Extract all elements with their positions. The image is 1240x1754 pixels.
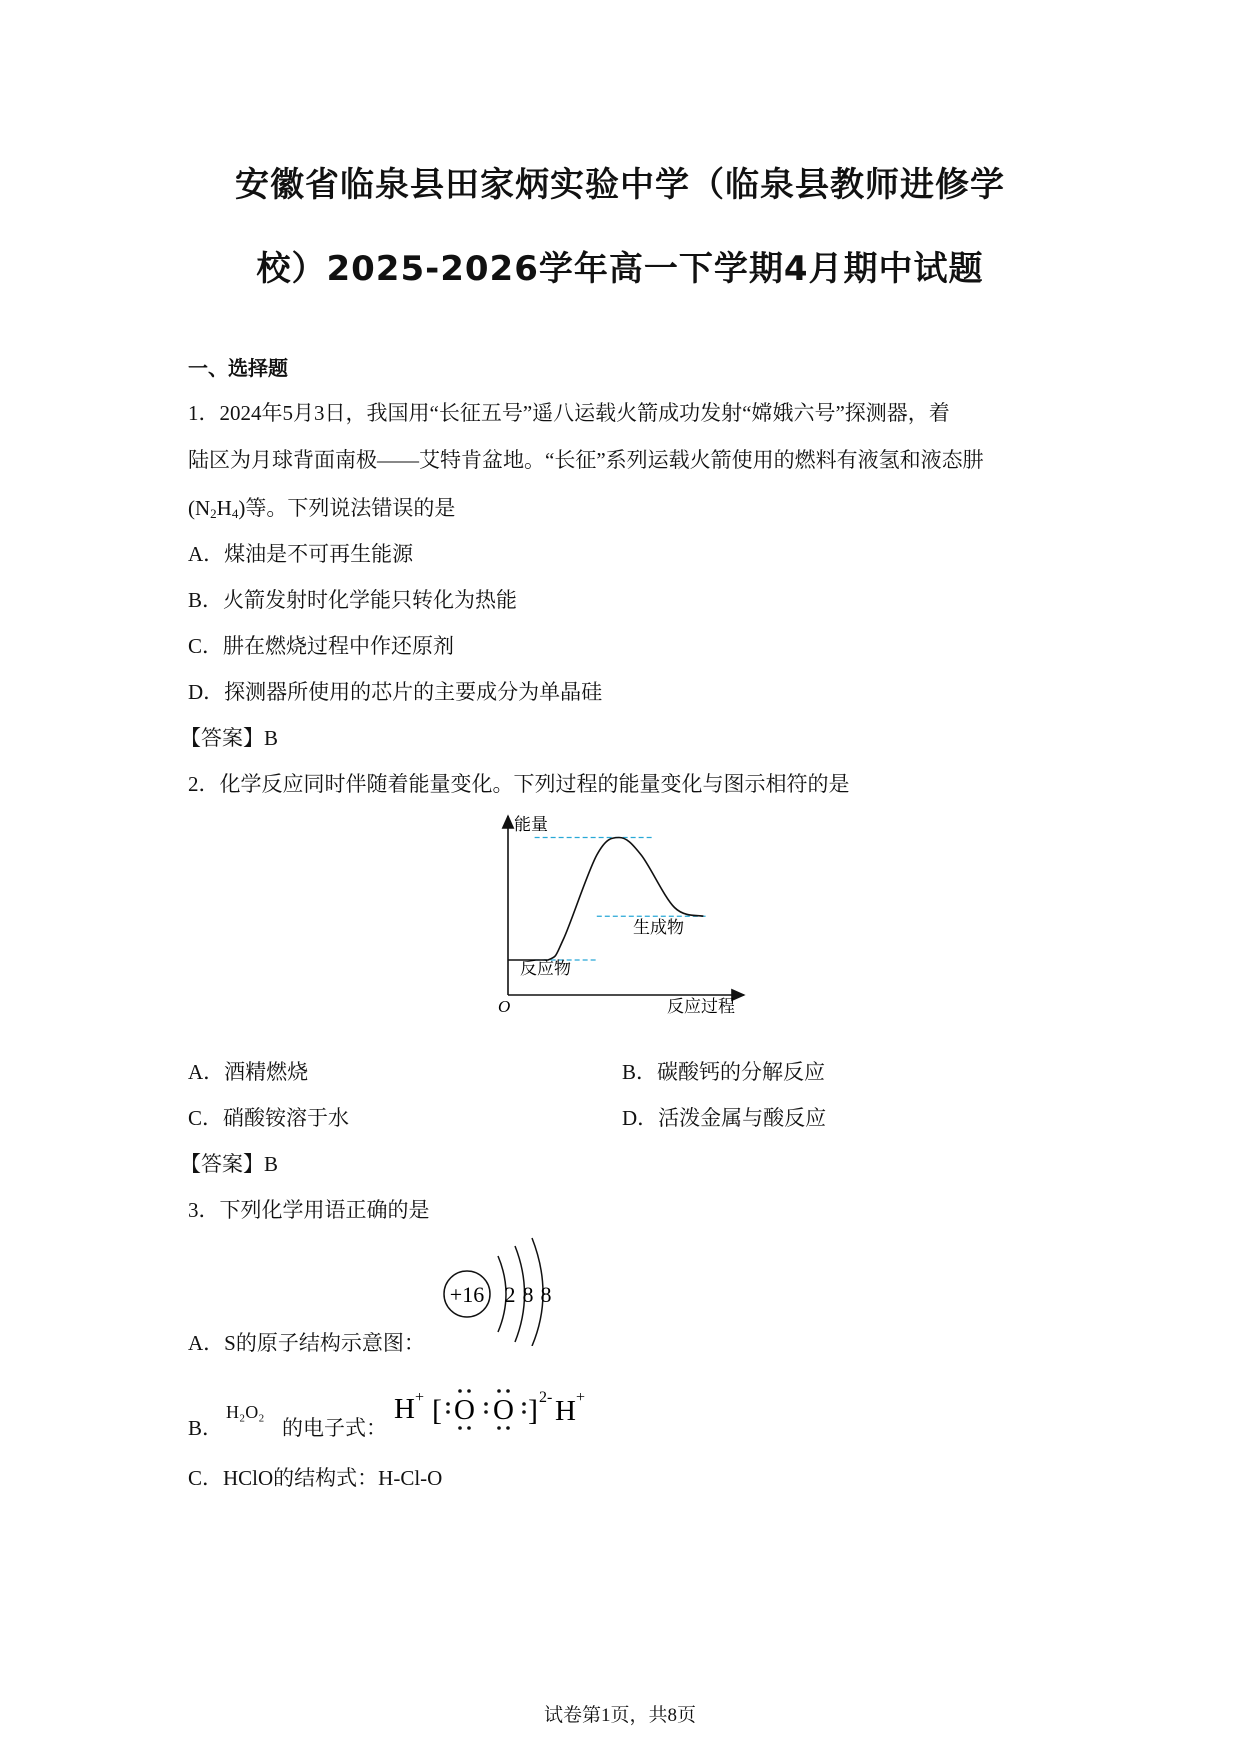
q2-stem: 2．化学反应同时伴随着能量变化。下列过程的能量变化与图示相符的是 (188, 772, 850, 796)
q3-option-c: C．HClO的结构式：H-Cl-O (188, 1466, 443, 1490)
origin-label: O (498, 997, 511, 1016)
hydrogen-ion-1: H (394, 1393, 415, 1425)
shell-2-electrons: 8 (522, 1282, 534, 1307)
lone-pair-dot (522, 1410, 526, 1414)
h2o2-formula: H₂O₂ (226, 1402, 265, 1422)
lone-pair-dot (497, 1426, 501, 1430)
q3-option-a-label: A．S的原子结构示意图： (188, 1331, 425, 1355)
q2-option-d: D．活泼金属与酸反应 (622, 1106, 827, 1130)
lone-pair-dot (467, 1389, 471, 1393)
right-bracket-icon: ] (528, 1394, 538, 1427)
lone-pair-dot (497, 1389, 501, 1393)
page-footer: 试卷第1页，共8页 (543, 1705, 696, 1726)
lone-pair-dot (467, 1426, 471, 1430)
q2-answer: 【答案】B (180, 1152, 279, 1176)
q1-stem-line2: 陆区为月球背面南极——艾特肯盆地。“长征”系列运载火箭使用的燃料有液氢和液态肼 (188, 448, 984, 472)
q1-line3-sub1: 2 (210, 506, 217, 521)
q1-stem-line3 (188, 492, 455, 522)
q1-line3-post: )等。下列说法错误的是 (238, 496, 456, 520)
page-title-line2: 校）2025-2026学年高一下学期4月期中试题 (256, 249, 984, 289)
nucleus-charge: +16 (449, 1282, 485, 1307)
q1-option-a: A．煤油是不可再生能源 (188, 542, 414, 566)
peroxide-charge: 2- (539, 1389, 553, 1406)
oxygen-atom-1: O (454, 1394, 475, 1426)
q1-line3-pre: (N (188, 496, 211, 520)
lone-pair-dot (458, 1389, 462, 1393)
q1-line3-mid: H (216, 496, 232, 520)
left-bracket-icon: [ (432, 1394, 442, 1427)
lone-pair-dot (446, 1402, 450, 1406)
lone-pair-dot (506, 1389, 510, 1393)
q1-stem-line1: 1．2024年5月3日，我国用“长征五号”遥八运载火箭成功发射“嫦娥六号”探测器，着 (188, 401, 950, 425)
shared-pair-dot (484, 1410, 488, 1414)
q1-option-d: D．探测器所使用的芯片的主要成分为单晶硅 (188, 680, 603, 704)
hydrogen-ion-2: H (555, 1395, 576, 1427)
energy-curve (508, 838, 703, 961)
hydrogen-ion-1-charge: + (415, 1389, 425, 1406)
q3-option-b-prefix: B． (188, 1416, 224, 1440)
section-heading: 一、选择题 (188, 356, 288, 380)
sulfur-atom-structure-diagram (438, 1236, 568, 1346)
q2-option-a: A．酒精燃烧 (188, 1060, 309, 1084)
shell-3-electrons: 8 (540, 1282, 552, 1307)
lone-pair-dot (522, 1402, 526, 1406)
shell-1-electrons: 2 (504, 1282, 516, 1307)
lone-pair-dot (506, 1426, 510, 1430)
q3-stem: 3．下列化学用语正确的是 (188, 1198, 430, 1222)
shared-pair-dot (484, 1402, 488, 1406)
lone-pair-dot (458, 1426, 462, 1430)
lone-pair-dot (446, 1410, 450, 1414)
oxygen-atom-2: O (493, 1394, 514, 1426)
q1-option-b: B．火箭发射时化学能只转化为热能 (188, 588, 518, 612)
q2-option-c: C．硝酸铵溶于水 (188, 1106, 350, 1130)
q1-option-c: C．肼在燃烧过程中作还原剂 (188, 634, 455, 658)
hydrogen-ion-2-charge: + (576, 1389, 586, 1406)
h2o2-electron-formula (388, 1382, 608, 1438)
y-axis-label: 能量 (514, 815, 548, 835)
energy-diagram-chart (480, 800, 760, 1025)
q2-option-b: B．碳酸钙的分解反应 (622, 1060, 826, 1084)
q1-line3-sub2: 4 (231, 506, 239, 521)
q3-option-b-suffix: 的电子式： (282, 1416, 387, 1440)
page-title-line1: 安徽省临泉县田家炳实验中学（临泉县教师进修学 (235, 165, 1005, 205)
x-axis-label: 反应过程 (667, 997, 735, 1017)
reactant-label: 反应物 (520, 959, 571, 979)
q1-answer: 【答案】B (180, 726, 279, 750)
product-label: 生成物 (633, 918, 684, 938)
